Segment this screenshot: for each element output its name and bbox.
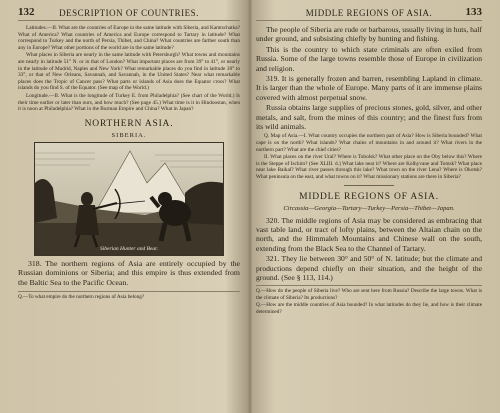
- left-body-text: [18, 259, 240, 288]
- paragraph-criminals: This is the country to which state criminals are often exiled from Russia. Some of the large towns resemble those of Europe in civilization and religion.: [256, 44, 482, 73]
- regions-list: Circassia—Georgia—Tartary—Turkey—Persia—Thibet—Japan.: [283, 204, 455, 212]
- right-page-number: 133: [465, 6, 482, 18]
- paragraph-supplies: Russia obtains large supplies of precious stones, gold, silver, and other metals, and salt, from the mines of this country; and the finest furs from its wild animals.: [256, 103, 482, 132]
- left-running-title: DESCRIPTION OF COUNTRIES.: [59, 8, 199, 18]
- question-places: What places in Siberia are nearly in the same latitude with Petersburgh? What towns and mountains are nearly in latitude 51° N. or in that of London? What important places are from 39° to 41°, or nearly in the latitude of Madrid, Naples and New York? What remarkable places do you find in latitude 30° to 33°, or that of New Orleans, Savannah, and Savannah, in the United States? Near what remarkable places does the Tropic of Cancer pass? What parts or islands of Asia does the Equator cross? What islands do you find S. of the Equator. (See map of the World.): [18, 52, 240, 92]
- right-body-text-2: [256, 216, 482, 283]
- paragraph-319: 319. It is generally frozen and barren, resembling Lapland in climate. It is larger than the whole of Europe. Many parts of it are immense plains covered with almost perpetual snow.: [256, 74, 482, 102]
- question-longitude: Longitude.—II. What is the longitude of Turkey E. from Philadelphia? (See chart of the World.) Is their time earlier or later than ours, and how much? (See page 45.) What time is it in Hindoostan, when it is noon at Philadelphia? What in the Burman Empire and China? What in Japan?: [18, 92, 240, 113]
- left-questions: [18, 25, 240, 113]
- footnote-question-siberia: Q.—How do the people of Siberia live? Who are sent here from Russia? Describe the large towns. What is the climate of Siberia? Its productions?: [256, 288, 482, 301]
- right-body-text: [256, 25, 482, 131]
- footnote-question-middle: Q.—How are the middle countries of Asia bounded? In what latitudes do they lie, and how is their climate determined?: [256, 302, 482, 315]
- siberian-hunter-illustration: [34, 142, 224, 256]
- paragraph-320: 320. The middle regions of Asia may be considered as embracing that vast table land, or tract of lofty plains, between the Altaian chain on the north, and the Himmaleh Mountains and Chinese wall on the south, extending from the Black Sea to the Channel of Tartary.: [256, 215, 482, 253]
- paragraph-321: 321. They lie between 30° and 50° of N. latitude; but the climate and productions depend chiefly on their situation, and the height of the ground. (See § 113, 114.): [256, 254, 482, 283]
- footnote-question-318: Q.—To what empire do the northern regions of Asia belong?: [18, 293, 145, 300]
- section-title-northern-asia: NORTHERN ASIA.: [84, 118, 174, 129]
- left-page-number: 132: [18, 6, 35, 18]
- question-map-asia: Q. Map of Asia.—I. What country occupies the northern part of Asia? How is Siberia bounded? What cape is on the north? What islands? What chains of mountains in and around it? What rivers in the northern part? What are the chief cities?: [256, 133, 482, 153]
- left-running-head: [18, 6, 240, 21]
- right-questions: [256, 133, 482, 180]
- section-divider: [344, 185, 394, 186]
- section-title-middle-regions: MIDDLE REGIONS OF ASIA.: [299, 191, 439, 202]
- paragraph-318: 318. The northern regions of Asia are entirely occupied by the Russian dominions or Siberia; and this empire is thus extended from the Baltic Sea to the Pacific Ocean.: [18, 258, 240, 287]
- hunter-bear-engraving: [35, 143, 223, 255]
- right-page: [256, 6, 482, 408]
- paragraph-people: The people of Siberia are rude or barbarous, usually living in huts, half under ground, and subsisting chiefly by hunting and fishing.: [256, 25, 482, 44]
- question-latitudes: Latitudes.—II. What are the countries of Europe in the same latitude with Siberia, and Kamtschatka? What of America? What countries of America and Europe correspond to Tartary in latitude? What correspond to Turkey and the north of Persia, Thibet, and China? What countries are farther south than any in Europe? What other portions of the world are in the same latitude?: [18, 25, 240, 51]
- question-places-siberia: II. What places on the river Ural? Where is Tobolsk? What other place on the Oby below this? Where is the Steppe of Ischim? (See XLIII. d.) What lake near it? Where are Kolhyvane and Tomsk? What place near lake Baikal? What river passes through this lake? What town on the river Lena? Where is Okotsk? What peninsula on the east, and what towns on it? What missionary stations are there in Siberia?: [256, 154, 482, 181]
- subsection-title-siberia: SIBERIA.: [111, 131, 147, 139]
- left-footnote-question: [18, 291, 240, 300]
- right-running-title: MIDDLE REGIONS OF ASIA.: [305, 8, 433, 18]
- illustration-caption: Siberian Hunter and Bear.: [99, 245, 159, 252]
- right-footnote-questions: [256, 285, 482, 315]
- left-page: [18, 6, 240, 408]
- right-running-head: [256, 6, 482, 21]
